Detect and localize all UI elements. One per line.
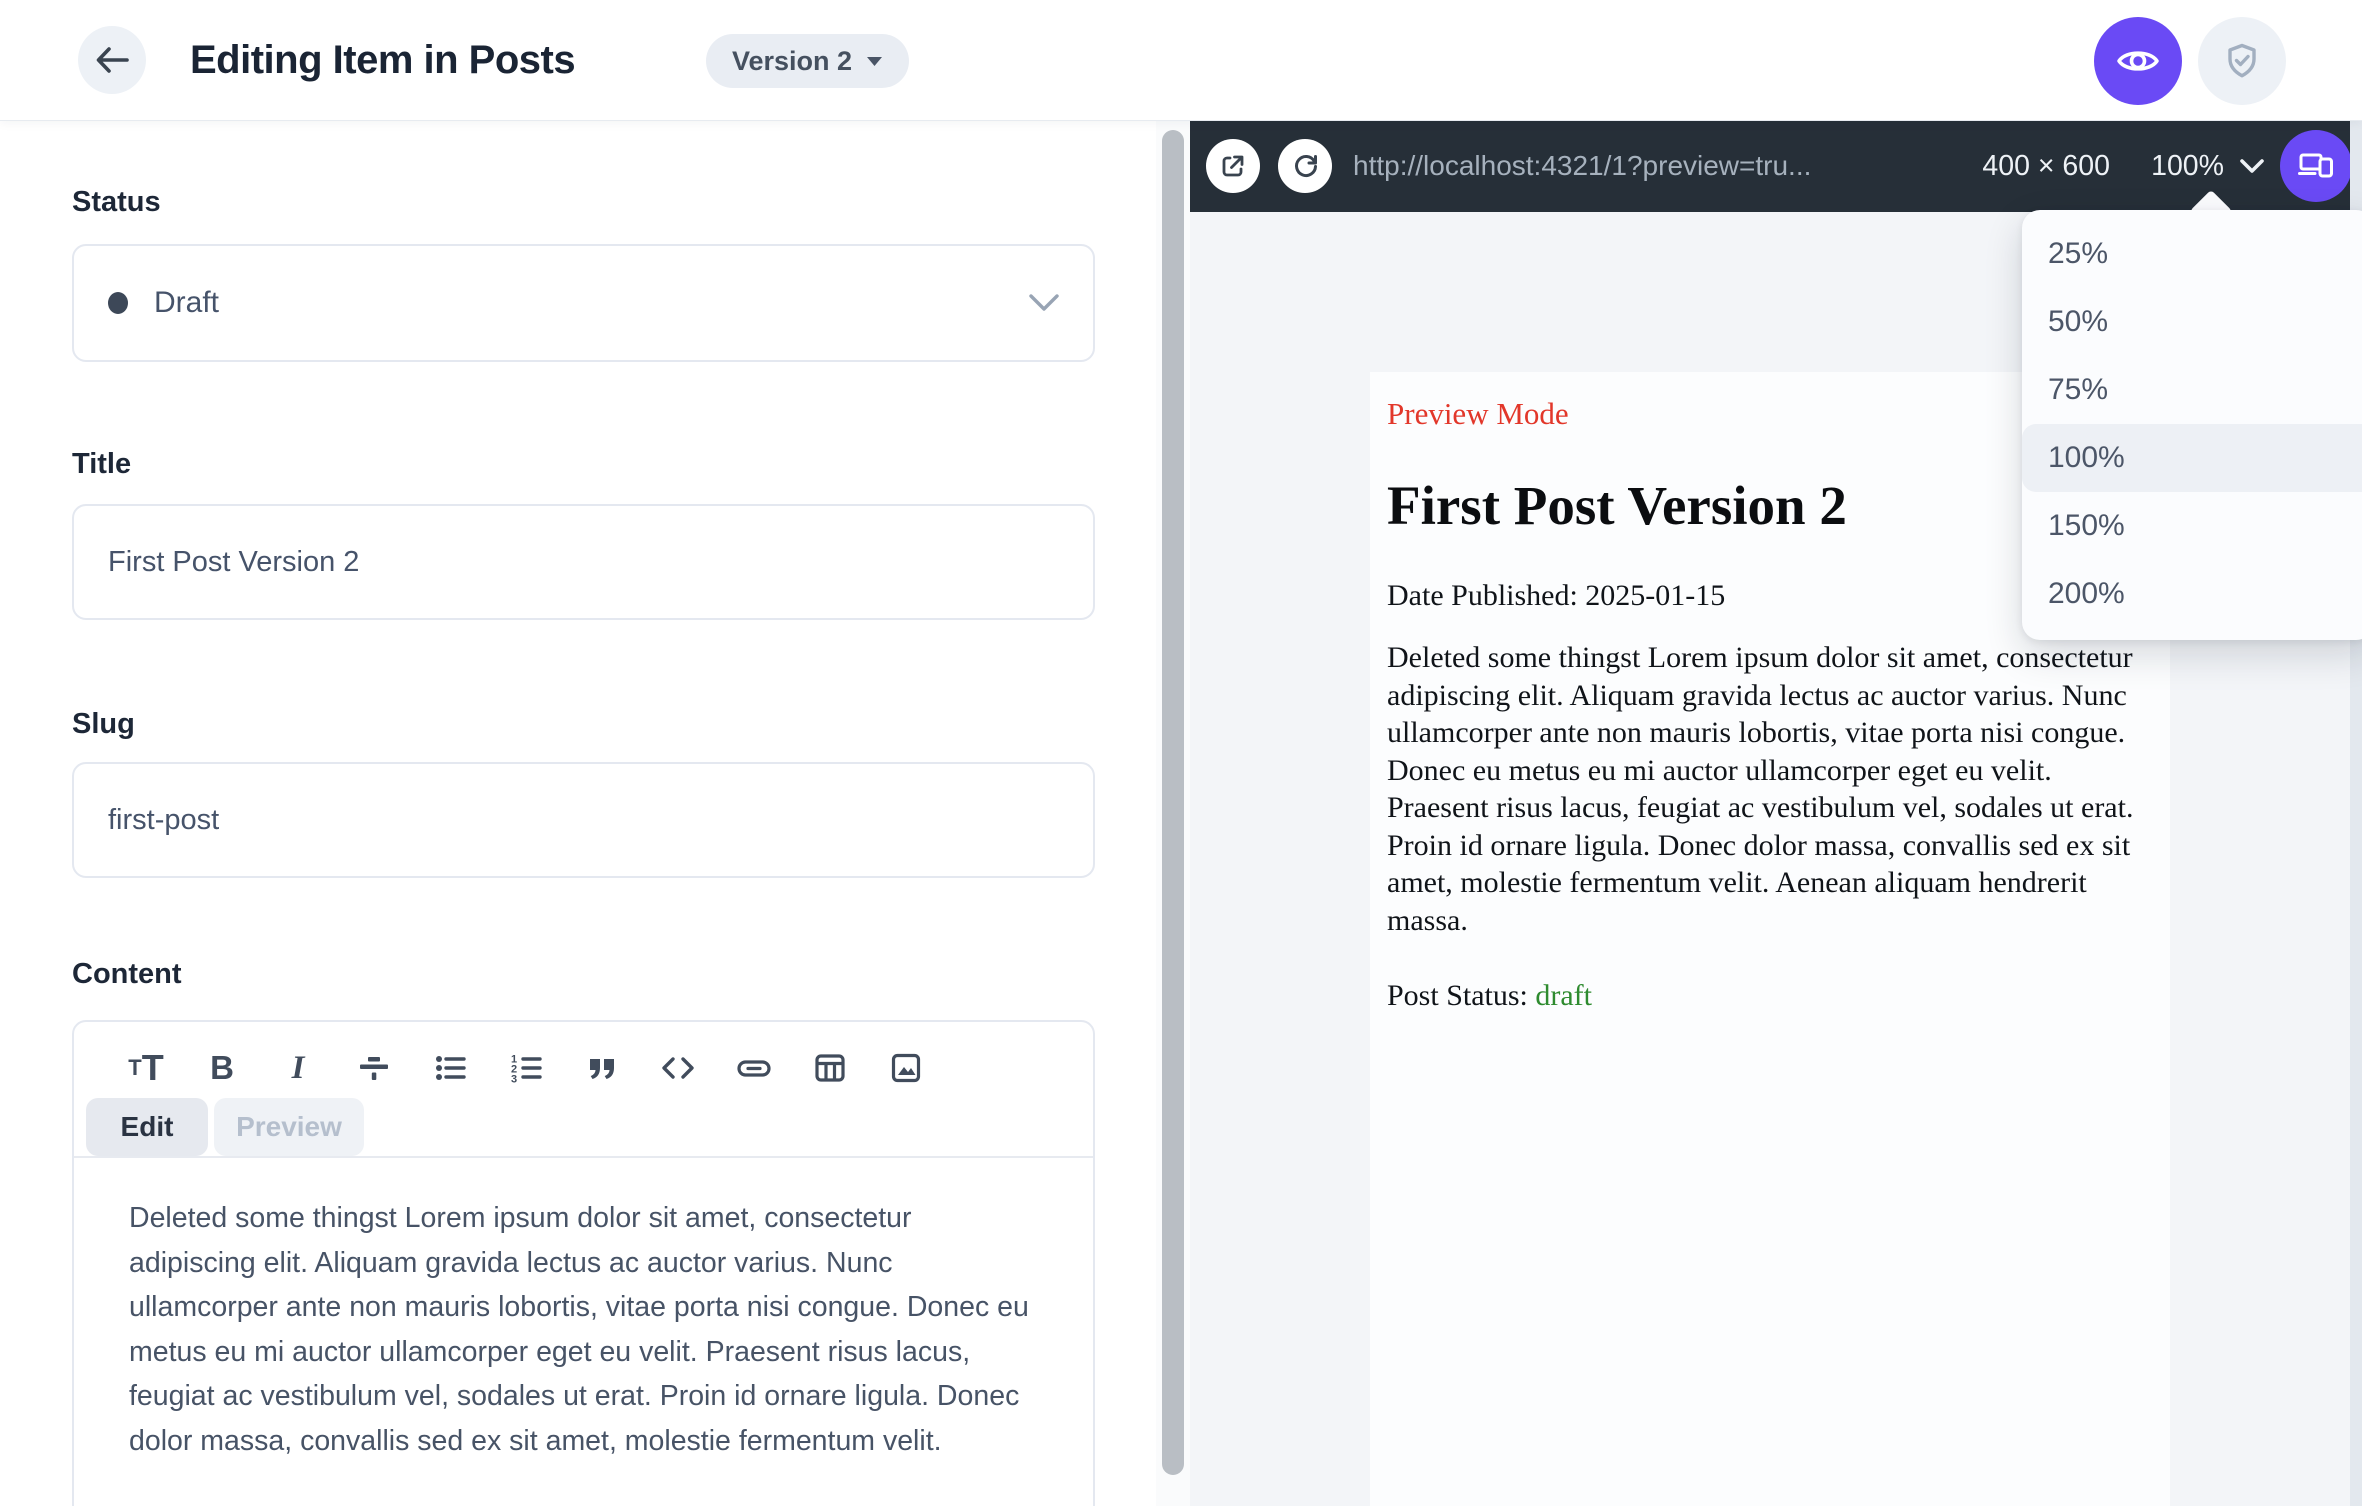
zoom-value: 100%: [2151, 149, 2224, 182]
preview-body-text: Deleted some thingst Lorem ipsum dolor sit amet, consectetur adipiscing elit. Aliquam gravida lectus ac auctor varius. Nunc ullamcorper ante non mauris lobortis, vitae porta nisi congue. Donec eu metus eu mi auctor ullamcorper eget eu velit. Praesent risus lacus, feugiat ac vestibulum vel, sodales ut erat. Proin id ornare ligula. Donec dolor massa, convallis sed ex sit amet, molestie fermentum velit. Aenean aliquam hendrerit massa.: [1387, 641, 2134, 937]
preview-status-value: draft: [1535, 979, 1593, 1012]
code-button[interactable]: [652, 1042, 704, 1094]
preview-status-label: Post Status:: [1387, 979, 1528, 1012]
bold-icon: B: [210, 1049, 234, 1086]
version-selector[interactable]: [706, 34, 909, 88]
refresh-button[interactable]: [1278, 139, 1332, 193]
editor-tabs: [74, 1098, 1093, 1156]
eye-icon: [2115, 38, 2161, 84]
preview-status-line: [1387, 979, 2140, 1013]
link-button[interactable]: [728, 1042, 780, 1094]
status-label: Status: [72, 186, 161, 218]
ordered-list-button[interactable]: [500, 1042, 552, 1094]
title-input[interactable]: [72, 504, 1095, 620]
strikethrough-button[interactable]: [348, 1042, 400, 1094]
italic-icon: I: [291, 1049, 305, 1086]
italic-button[interactable]: [272, 1042, 324, 1094]
image-button[interactable]: [880, 1042, 932, 1094]
tab-preview[interactable]: Preview: [214, 1098, 364, 1156]
bold-button[interactable]: [196, 1042, 248, 1094]
arrow-left-icon: [92, 43, 132, 77]
shield-check-icon: [2222, 41, 2262, 81]
slug-label: Slug: [72, 708, 135, 740]
preview-date-line: Date Published: 2025-01-15: [1387, 579, 1726, 612]
content-editor: [72, 1020, 1095, 1506]
content-label: Content: [72, 958, 182, 990]
strikethrough-icon: [357, 1051, 391, 1085]
editor-toolbar: [120, 1036, 932, 1100]
zoom-menu: [2022, 210, 2362, 640]
blockquote-icon: [585, 1051, 619, 1085]
page-title: Editing Item in Posts: [190, 38, 576, 82]
preview-post-title: First Post Version 2: [1387, 475, 1847, 536]
device-mode-button[interactable]: [2280, 130, 2352, 202]
image-icon: [889, 1051, 923, 1085]
bullet-list-icon: [433, 1051, 467, 1085]
tab-edit[interactable]: Edit: [86, 1098, 208, 1156]
heading-button[interactable]: [120, 1042, 172, 1094]
back-button[interactable]: [78, 26, 146, 94]
slug-input[interactable]: [72, 762, 1095, 878]
title-label: Title: [72, 448, 132, 480]
app-header: [0, 0, 2362, 120]
content-textarea[interactable]: Deleted some thingst Lorem ipsum dolor sit amet, consectetur adipiscing elit. Aliquam gravida lectus ac auctor varius. Nunc ullamcorper ante non mauris lobortis, vitae porta nisi congue. Donec eu metus eu mi auctor ullamcorper eget eu velit. Praesent risus lacus, feugiat ac vestibulum vel, sodales ut erat. Proin id ornare ligula. Donec dolor massa, convallis sed ex sit amet, molestie fermentum velit.: [74, 1158, 1093, 1506]
responsive-devices-icon: [2298, 150, 2334, 182]
svg-text:1: 1: [511, 1053, 518, 1066]
svg-text:3: 3: [511, 1073, 518, 1085]
editor-scrollbar-thumb[interactable]: [1162, 130, 1184, 1475]
caret-down-icon: [866, 56, 883, 67]
bullet-list-button[interactable]: [424, 1042, 476, 1094]
table-button[interactable]: [804, 1042, 856, 1094]
preview-toolbar: [1190, 120, 2362, 212]
preview-toggle-button[interactable]: [2094, 17, 2182, 105]
ordered-list-icon: [509, 1051, 543, 1085]
zoom-option-75[interactable]: 75%: [2048, 373, 2109, 406]
open-in-new-icon: [1218, 151, 1248, 181]
blockquote-button[interactable]: [576, 1042, 628, 1094]
zoom-option-50[interactable]: 50%: [2048, 305, 2109, 338]
status-value: Draft: [154, 286, 220, 319]
open-in-new-tab-button[interactable]: [1206, 139, 1260, 193]
zoom-option-200[interactable]: 200%: [2048, 577, 2125, 610]
zoom-option-100[interactable]: 100%: [2022, 424, 2362, 492]
preview-url[interactable]: http://localhost:4321/1?preview=tru...: [1353, 150, 1812, 181]
preview-mode-badge: Preview Mode: [1387, 396, 1569, 431]
heading-icon: T T: [128, 1047, 164, 1088]
zoom-option-150[interactable]: 150%: [2048, 509, 2125, 542]
zoom-option-25[interactable]: 25%: [2048, 237, 2109, 270]
code-icon: [660, 1051, 696, 1085]
table-icon: [813, 1051, 847, 1085]
viewport-size: 400 × 600: [1982, 150, 2110, 182]
chevron-down-icon: [2240, 159, 2264, 174]
validate-button[interactable]: [2198, 17, 2286, 105]
status-dot-icon: [108, 292, 128, 314]
refresh-icon: [1290, 151, 1320, 181]
chevron-down-icon: [1029, 294, 1059, 312]
editor-pane: [0, 120, 1158, 1506]
version-label: Version 2: [732, 45, 853, 76]
status-select[interactable]: [72, 244, 1095, 362]
link-icon: [736, 1051, 772, 1085]
svg-text:2: 2: [511, 1063, 518, 1076]
